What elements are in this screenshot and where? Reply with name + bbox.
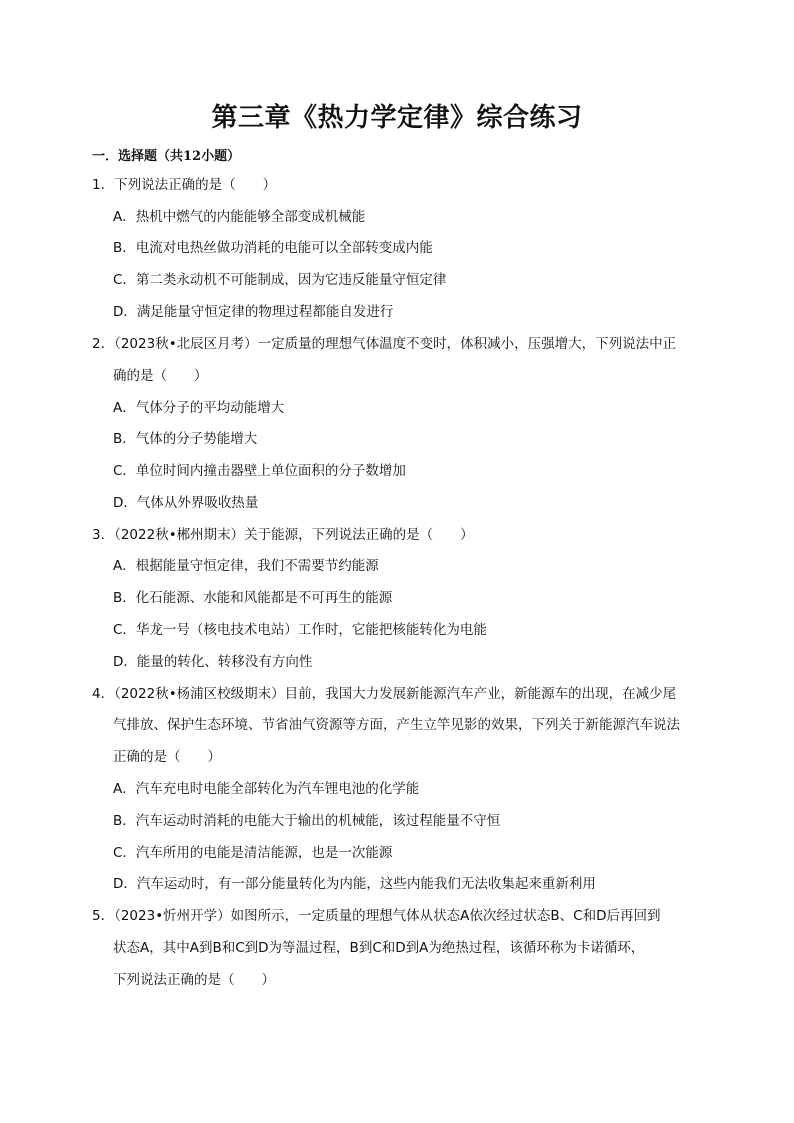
question-3-option-c: C．华龙一号（核电技术电站）工作时，它能把核能转化为电能 xyxy=(113,622,487,638)
question-5-stem-line-1: 5．（2023•忻州开学）如图所示，一定质量的理想气体从状态A依次经过状态B、C和D后再回到 xyxy=(92,908,661,924)
question-4-option-a: A．汽车充电时电能全部转化为汽车锂电池的化学能 xyxy=(113,781,420,797)
section-heading: 一．选择题（共12小题） xyxy=(92,149,241,164)
question-3-option-b: B．化石能源、水能和风能都是不可再生的能源 xyxy=(113,590,393,606)
question-2-option-c: C．单位时间内撞击器壁上单位面积的分子数增加 xyxy=(113,463,406,479)
question-2-stem-line-2: 确的是（ ） xyxy=(113,368,208,384)
question-4-stem-line-2: 气排放、保护生态环境、节省油气资源等方面，产生立竿见影的效果，下列关于新能源汽车说法 xyxy=(113,717,680,733)
document-title: 第三章《热力学定律》综合练习 xyxy=(211,103,583,133)
question-4-option-c: C．汽车所用的电能是清洁能源，也是一次能源 xyxy=(113,845,393,861)
question-3-option-a: A．根据能量守恒定律，我们不需要节约能源 xyxy=(113,558,379,574)
question-1-option-d: D．满足能量守恒定律的物理过程都能自发进行 xyxy=(113,304,394,320)
question-2-option-d: D．气体从外界吸收热量 xyxy=(113,495,259,511)
question-2-option-b: B．气体的分子势能增大 xyxy=(113,431,258,447)
question-5-stem-line-2: 状态A，其中A到B和C到D为等温过程，B到C和D到A为绝热过程，该循环称为卡诺循环， xyxy=(113,940,645,956)
question-1-option-b: B．电流对电热丝做功消耗的电能可以全部转变成内能 xyxy=(113,240,433,256)
question-4-option-d: D．汽车运动时，有一部分能量转化为内能，这些内能我们无法收集起来重新利用 xyxy=(113,876,596,892)
question-4-stem-line-3: 正确的是（ ） xyxy=(113,749,221,765)
question-5-stem-line-3: 下列说法正确的是（ ） xyxy=(113,972,275,988)
question-2-stem-line-1: 2．（2023秋•北辰区月考）一定质量的理想气体温度不变时，体积减小，压强增大，下列说法中正 xyxy=(92,336,677,352)
question-1-option-c: C．第二类永动机不可能制成，因为它违反能量守恒定律 xyxy=(113,272,447,288)
question-3-stem: 3．（2022秋•郴州期末）关于能源，下列说法正确的是（ ） xyxy=(92,527,474,543)
question-3-option-d: D．能量的转化、转移没有方向性 xyxy=(113,654,313,670)
question-4-stem-line-1: 4．（2022秋•杨浦区校级期末）目前，我国大力发展新能源汽车产业，新能源车的出现，在减少尾 xyxy=(92,686,677,702)
question-4-option-b: B．汽车运动时消耗的电能大于输出的机械能，该过程能量不守恒 xyxy=(113,813,501,829)
question-1-option-a: A．热机中燃气的内能能够全部变成机械能 xyxy=(113,209,366,225)
question-1-stem: 1．下列说法正确的是（ ） xyxy=(92,177,277,193)
question-2-option-a: A．气体分子的平均动能增大 xyxy=(113,400,285,416)
